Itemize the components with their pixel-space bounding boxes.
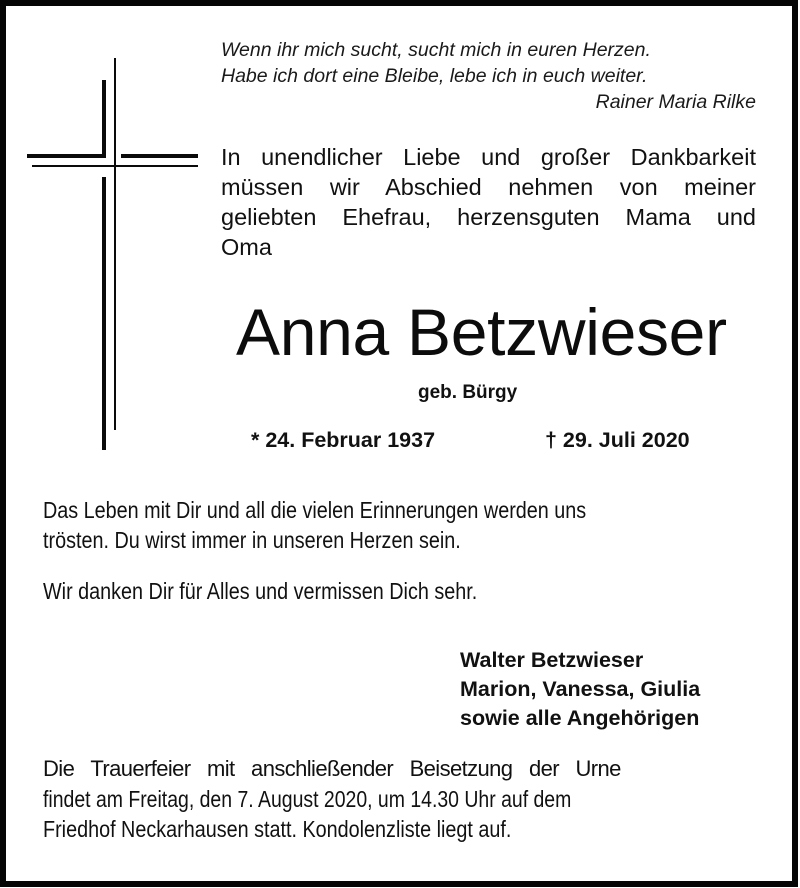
quote-line-1: Wenn ihr mich sucht, sucht mich in euren Herzen. [221, 39, 651, 61]
service-line-3 [43, 814, 757, 844]
cross-thin-horizontal [32, 165, 198, 167]
quote-author: Rainer Maria Rilke [595, 91, 756, 113]
survivor-1: Walter Betzwieser [460, 648, 644, 672]
intro-line-4: Oma [221, 234, 272, 260]
message-line-1-text: Das Leben mit Dir und all die vielen Erinnerungen werden uns [43, 497, 587, 523]
service-line-3-text: Friedhof Neckarhausen statt. Kondolenzliste liegt auf. [43, 816, 512, 842]
service-line-2-text: findet am Freitag, den 7. August 2020, um 14.30 Uhr auf dem [43, 786, 572, 812]
message-paragraph-2-line [43, 576, 757, 606]
message-paragraph-1 [43, 495, 757, 555]
cross-thin-vertical [114, 58, 116, 430]
message-paragraph-2 [43, 576, 757, 606]
service-details [43, 753, 757, 844]
cross-thick-horizontal-right [121, 154, 198, 158]
survivors-list [460, 646, 700, 733]
cross-thick-vertical-upper [102, 80, 106, 158]
message-line-2 [43, 525, 757, 555]
rilke-quote [221, 37, 651, 89]
intro-line-1: In unendlicher Liebe und großer Dankbarkeit [221, 144, 756, 170]
message-paragraph-2-text: Wir danken Dir für Alles und vermissen Dich sehr. [43, 578, 478, 604]
survivor-3: sowie alle Angehörigen [460, 706, 700, 730]
quote-line-2: Habe ich dort eine Bleibe, lebe ich in euch weiter. [221, 65, 648, 87]
maiden-name: geb. Bürgy [418, 382, 518, 403]
death-date: † 29. Juli 2020 [545, 428, 690, 452]
survivor-2: Marion, Vanessa, Giulia [460, 677, 701, 701]
cross-thick-vertical-lower [102, 177, 106, 450]
message-line-1 [43, 495, 757, 525]
birth-date: * 24. Februar 1937 [251, 428, 436, 452]
message-line-2-text: trösten. Du wirst immer in unseren Herzen sein. [43, 527, 461, 553]
service-line-2 [43, 784, 757, 814]
service-line-1 [43, 753, 757, 784]
deceased-name: Anna Betzwieser [236, 295, 727, 369]
cross-thick-horizontal-left [27, 154, 106, 158]
service-line-1-text: Die Trauerfeier mit anschließender Beisetzung der Urne [43, 756, 621, 781]
intro-line-3: geliebten Ehefrau, herzensguten Mama und [221, 204, 756, 230]
intro-paragraph [221, 142, 756, 262]
intro-line-2: müssen wir Abschied nehmen von meiner [221, 174, 756, 200]
